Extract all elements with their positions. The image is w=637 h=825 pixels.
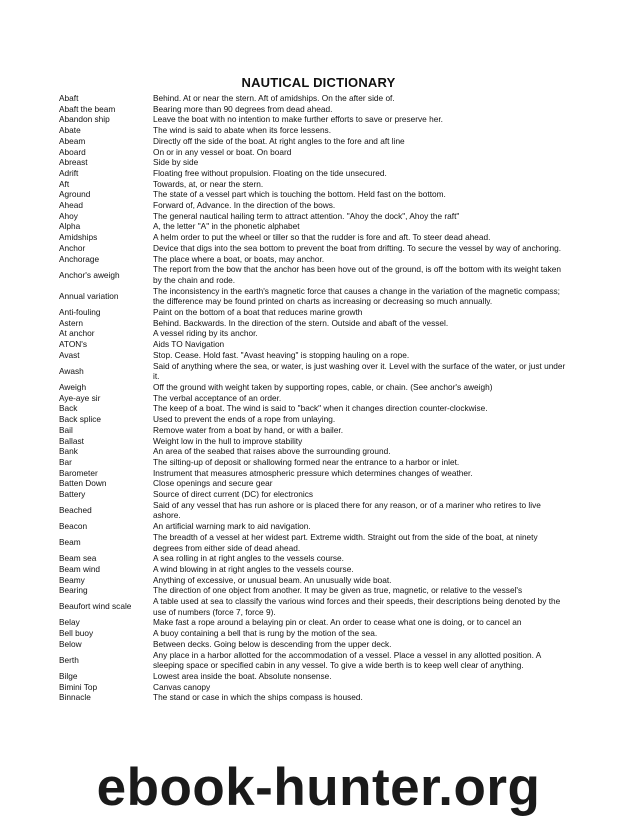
entry-definition: An artificial warning mark to aid navigation.: [153, 521, 311, 532]
entry-term: Aweigh: [59, 381, 87, 392]
entry-definition: A wind blowing in at right angles to the vessels course.: [153, 563, 354, 574]
dictionary-entry: [59, 200, 569, 211]
entry-term: Awash: [59, 365, 84, 376]
entry-term: Beached: [59, 505, 92, 516]
dictionary-entry: [59, 564, 569, 575]
dictionary-entry: [59, 211, 569, 222]
entry-definition: Lowest area inside the boat. Absolute nonsense.: [153, 670, 332, 681]
dictionary-entry: [59, 350, 569, 361]
entry-term: Abaft the beam: [59, 103, 116, 114]
dictionary-entry: [59, 628, 569, 639]
entry-definition: Said of any vessel that has run ashore or is placed there for any reason, or of a mariner who retires to live ashore.: [153, 499, 541, 521]
dictionary-entry: [59, 489, 569, 500]
dictionary-entry: [59, 671, 569, 682]
entry-definition: Leave the boat with no intention to make further efforts to save or preserve her.: [153, 114, 443, 125]
entry-definition: Stop. Cease. Hold fast. "Avast heaving" is stopping hauling on a rope.: [153, 349, 410, 360]
entry-definition: A, the letter "A" in the phonetic alphabet: [153, 221, 300, 232]
entry-term: Aye-aye sir: [59, 392, 101, 403]
dictionary-entry: [59, 553, 569, 564]
entry-definition: The place where a boat, or boats, may anchor.: [153, 253, 325, 264]
entry-definition: The inconsistency in the earth's magnetic force that causes a change in the variation of the magnetic compass; the difference may be found printed on charts as increasing or decreasing so much annually.: [153, 285, 560, 307]
dictionary-entry: [59, 361, 569, 382]
dictionary-entry: [59, 575, 569, 586]
entry-definition: Towards, at, or near the stern.: [153, 178, 264, 189]
entry-definition: Said of anything where the sea, or water, is just washing over it. Level with the surface of the water, or just under it.: [153, 360, 566, 382]
entry-term: Aft: [59, 178, 70, 189]
dictionary-entry: [59, 318, 569, 329]
entry-definition: The keep of a boat. The wind is said to "back" when it changes direction counter-clockwise.: [153, 403, 488, 414]
dictionary-entry: [59, 468, 569, 479]
entry-definition: A helm order to put the wheel or tiller so that the rudder is fore and aft. To steer dead ahead.: [153, 232, 491, 243]
dictionary-list: [59, 93, 569, 703]
entry-definition: Forward of, Advance. In the direction of the bows.: [153, 200, 336, 211]
entry-term: Beamy: [59, 574, 85, 585]
entry-term: Ahoy: [59, 210, 78, 221]
entry-term: Barometer: [59, 467, 98, 478]
entry-term: Anchor: [59, 242, 86, 253]
entry-definition: Any place in a harbor allotted for the accommodation of a vessel. Place a vessel in any allotted position. A sleeping space or specified cabin in any vessel. To give a wide berth is to keep well clear of anything.: [153, 649, 541, 671]
dictionary-entry: [59, 532, 569, 553]
dictionary-entry: [59, 682, 569, 693]
dictionary-entry: [59, 617, 569, 628]
entry-term: Aground: [59, 189, 91, 200]
entry-term: Ahead: [59, 200, 83, 211]
dictionary-entry: [59, 104, 569, 115]
entry-definition: Behind. Backwards. In the direction of the stern. Outside and abaft of the vessel.: [153, 317, 449, 328]
dictionary-entry: [59, 521, 569, 532]
dictionary-entry: [59, 189, 569, 200]
entry-term: Bell buoy: [59, 628, 94, 639]
dictionary-entry: [59, 500, 569, 521]
entry-term: Bearing: [59, 585, 88, 596]
entry-definition: Remove water from a boat by hand, or with a bailer.: [153, 424, 344, 435]
entry-term: Batten Down: [59, 478, 107, 489]
dictionary-entry: [59, 585, 569, 596]
dictionary-entry: [59, 147, 569, 158]
entry-term: Adrift: [59, 167, 79, 178]
entry-term: Abeam: [59, 135, 86, 146]
dictionary-entry: [59, 286, 569, 307]
entry-definition: Make fast a rope around a belaying pin or cleat. An order to cease what one is doing, or to cancel an: [153, 617, 522, 628]
entry-term: Belay: [59, 617, 80, 628]
entry-term: Avast: [59, 349, 80, 360]
entry-definition: Aids TO Navigation: [153, 339, 225, 350]
dictionary-entry: [59, 125, 569, 136]
entry-term: Alpha: [59, 221, 81, 232]
entry-term: Annual variation: [59, 291, 119, 301]
entry-term: Astern: [59, 317, 83, 328]
entry-term: Beam sea: [59, 553, 97, 564]
entry-definition: The general nautical hailing term to attract attention. "Ahoy the dock", Ahoy the raft": [153, 210, 460, 221]
entry-term: Beam: [59, 537, 81, 548]
entry-term: Back splice: [59, 414, 101, 425]
entry-definition: The verbal acceptance of an order.: [153, 392, 282, 403]
entry-term: Below: [59, 638, 82, 649]
entry-definition: Off the ground with weight taken by supporting ropes, cable, or chain. (See anchor's aweigh): [153, 381, 493, 392]
entry-term: Berth: [59, 654, 79, 665]
dictionary-entry: [59, 243, 569, 254]
entry-term: Abreast: [59, 157, 88, 168]
page-title: NAUTICAL DICTIONARY: [241, 75, 396, 90]
entry-term: Abate: [59, 125, 81, 136]
dictionary-entry: [59, 425, 569, 436]
entry-term: Binnacle: [59, 692, 91, 703]
entry-definition: Weight low in the hull to improve stability: [153, 435, 303, 446]
entry-term: Bank: [59, 446, 78, 457]
entry-term: Bar: [59, 456, 72, 467]
entry-definition: The silting-up of deposit or shallowing formed near the entrance to a harbor or inlet.: [153, 456, 460, 467]
entry-term: At anchor: [59, 328, 95, 339]
entry-definition: A vessel riding by its anchor.: [153, 328, 258, 339]
entry-definition: A table used at sea to classify the various wind forces and their speeds, their descriptions being denoted by the use of numbers (force 7, force 9).: [153, 596, 561, 617]
entry-definition: Behind. At or near the stern. Aft of amidships. On the after side of.: [153, 93, 395, 103]
entry-term: Aboard: [59, 146, 86, 157]
entry-definition: A buoy containing a bell that is rung by the motion of the sea.: [153, 628, 378, 639]
entry-definition: Source of direct current (DC) for electronics: [153, 489, 313, 500]
entry-definition: Bearing more than 90 degrees from dead ahead.: [153, 103, 333, 114]
dictionary-entry: [59, 339, 569, 350]
entry-term: Beacon: [59, 521, 88, 532]
dictionary-entry: [59, 478, 569, 489]
dictionary-entry: [59, 692, 569, 703]
dictionary-entry: [59, 93, 569, 104]
entry-definition: Instrument that measures atmospheric pressure which determines changes of weather.: [153, 467, 473, 478]
entry-definition: Close openings and secure gear: [153, 478, 273, 489]
entry-definition: The breadth of a vessel at her widest part. Extreme width. Straight out from the side of the boat, at ninety degrees from either side of dead ahead.: [153, 531, 538, 553]
entry-term: Beaufort wind scale: [59, 601, 132, 612]
entry-term: Anchorage: [59, 253, 100, 264]
watermark: ebook-hunter.org: [96, 758, 541, 817]
entry-definition: Between decks. Going below is descending from the upper deck.: [153, 638, 392, 649]
dictionary-entry: [59, 168, 569, 179]
entry-definition: The stand or case in which the ships compass is housed.: [153, 692, 363, 703]
dictionary-entry: [59, 221, 569, 232]
dictionary-entry: [59, 446, 569, 457]
dictionary-entry: [59, 307, 569, 318]
entry-term: ATON's: [59, 339, 88, 350]
entry-definition: Paint on the bottom of a boat that reduces marine growth: [153, 307, 363, 318]
entry-definition: Floating free without propulsion. Floating on the tide unsecured.: [153, 167, 387, 178]
entry-term: Amidships: [59, 232, 98, 243]
entry-term: Abandon ship: [59, 114, 110, 125]
entry-definition: The wind is said to abate when its force lessens.: [153, 125, 332, 136]
dictionary-entry: [59, 414, 569, 425]
dictionary-entry: [59, 254, 569, 265]
dictionary-entry: [59, 136, 569, 147]
dictionary-entry: [59, 232, 569, 243]
entry-term: Battery: [59, 489, 86, 500]
entry-definition: Used to prevent the ends of a rope from unlaying.: [153, 414, 336, 425]
entry-definition: Side by side: [153, 157, 199, 168]
dictionary-entry: [59, 382, 569, 393]
entry-definition: Device that digs into the sea bottom to prevent the boat from drifting. To secure the vessel by way of anchoring.: [153, 242, 562, 253]
dictionary-entry: [59, 179, 569, 190]
dictionary-entry: [59, 157, 569, 168]
dictionary-entry: [59, 393, 569, 404]
entry-term: Ballast: [59, 435, 84, 446]
dictionary-entry: [59, 264, 569, 285]
dictionary-entry: [59, 639, 569, 650]
dictionary-entry: [59, 650, 569, 671]
dictionary-entry: [59, 596, 569, 617]
entry-term: Beam wind: [59, 563, 101, 574]
dictionary-entry: [59, 436, 569, 447]
entry-definition: The report from the bow that the anchor has been hove out of the ground, is off the bottom with its weight taken by the chain and rode.: [153, 264, 562, 285]
entry-term: Bilge: [59, 670, 78, 681]
entry-definition: The state of a vessel part which is touching the bottom. Held fast on the bottom.: [153, 189, 446, 200]
entry-definition: Anything of excessive, or unusual beam. An unusually wide boat.: [153, 574, 392, 585]
entry-definition: Canvas canopy: [153, 681, 211, 692]
entry-definition: A sea rolling in at right angles to the vessels course.: [153, 553, 344, 564]
entry-term: Abaft: [59, 93, 79, 103]
dictionary-entry: [59, 403, 569, 414]
dictionary-entry: [59, 114, 569, 125]
entry-definition: On or in any vessel or boat. On board: [153, 146, 292, 157]
entry-definition: Directly off the side of the boat. At right angles to the fore and aft line: [153, 135, 405, 146]
entry-term: Bail: [59, 424, 73, 435]
entry-term: Anti-fouling: [59, 307, 101, 318]
entry-term: Bimini Top: [59, 681, 98, 692]
dictionary-entry: [59, 457, 569, 468]
dictionary-entry: [59, 328, 569, 339]
entry-term: Back: [59, 403, 78, 414]
entry-term: Anchor's aweigh: [59, 269, 120, 280]
entry-definition: The direction of one object from another. It may be given as true, magnetic, or relative to the vessel's: [153, 585, 523, 596]
entry-definition: An area of the seabed that raises above the surrounding ground.: [153, 446, 391, 457]
